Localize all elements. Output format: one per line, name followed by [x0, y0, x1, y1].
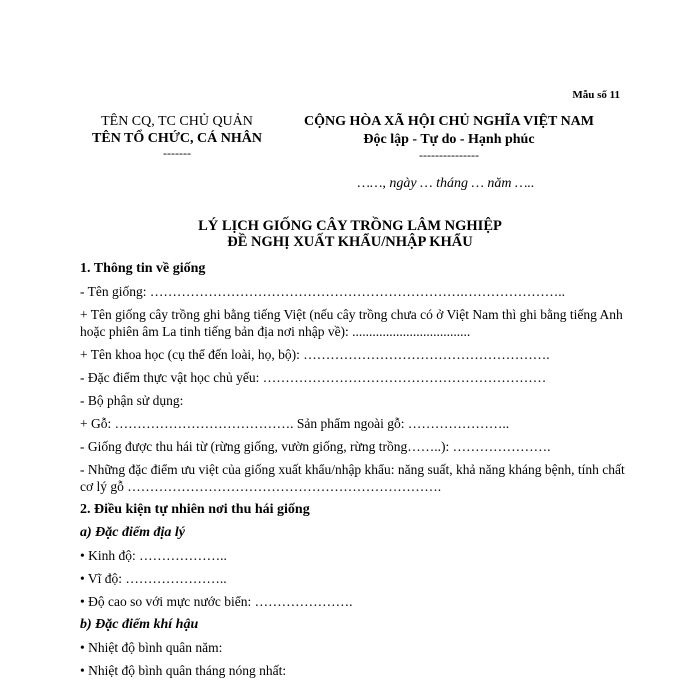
agency-block [79, 113, 275, 159]
form-field-line: • Độ cao so với mực nước biển: …………………. [80, 594, 353, 609]
subsection-heading: a) Đặc điểm địa lý [80, 525, 185, 540]
title-line-2: ĐỀ NGHỊ XUẤT KHẨU/NHẬP KHẨU [227, 234, 473, 250]
form-field-line: • Vĩ độ: ………………….. [80, 571, 227, 586]
agency-parent-name: TÊN CQ, TC CHỦ QUẢN [101, 114, 253, 129]
national-motto-block [283, 113, 615, 161]
subsection-heading: b) Đặc điểm khí hậu [80, 617, 199, 632]
section-heading: 1. Thông tin về giống [80, 261, 206, 276]
form-field-line: - Những đặc điểm ưu việt của giống xuất khẩu/nhập khẩu: năng suất, khả năng kháng bệnh, tính chất cơ lý gỗ ……………………………………………………………. [80, 462, 625, 494]
form-field-line: • Nhiệt độ bình quân tháng nóng nhất: [80, 663, 287, 678]
form-number: Mẫu số 11 [572, 89, 620, 101]
form-field-line: - Giống được thu hái từ (rừng giống, vườn giống, rừng trồng……..): …………………. [80, 439, 551, 454]
form-field-line: - Đặc điểm thực vật học chủ yếu: ……………………………………………………… [80, 370, 547, 385]
agency-name: TÊN TỔ CHỨC, CÁ NHÂN [92, 131, 262, 146]
form-field-line: + Gỗ: …………………………………. Sản phẩm ngoài gỗ: ………………….. [80, 416, 510, 431]
nation-divider: --------------- [419, 148, 479, 162]
form-field-line: + Tên khoa học (cụ thể đến loài, họ, bộ): ………………………………………………. [80, 347, 550, 362]
form-field-line: - Bộ phận sử dụng: [80, 393, 184, 408]
document-body [80, 260, 626, 685]
date-line: ……, ngày … tháng … năm ….. [357, 176, 535, 191]
form-field-line: • Nhiệt độ bình quân năm: [80, 640, 223, 655]
section-heading: 2. Điều kiện tự nhiên nơi thu hái giống [80, 502, 310, 517]
form-field-line: • Kinh độ: ……………….. [80, 548, 227, 563]
form-field-line: - Tên giống: …………………………………………………………….………………….. [80, 284, 565, 299]
title-line-1: LÝ LỊCH GIỐNG CÂY TRỒNG LÂM NGHIỆP [198, 218, 502, 234]
document-title [0, 218, 700, 250]
form-field-line: + Tên giống cây trồng ghi bằng tiếng Việt (nếu cây trồng chưa có ở Việt Nam thì ghi bằng tiếng Anh hoặc phiên âm La tinh tiếng bản địa nơi nhập về): ................................... [80, 307, 623, 339]
agency-divider: ------- [163, 146, 191, 160]
nation-name: CỘNG HÒA XÃ HỘI CHỦ NGHĨA VIỆT NAM [303, 114, 594, 129]
nation-motto: Độc lập - Tự do - Hạnh phúc [363, 132, 535, 147]
